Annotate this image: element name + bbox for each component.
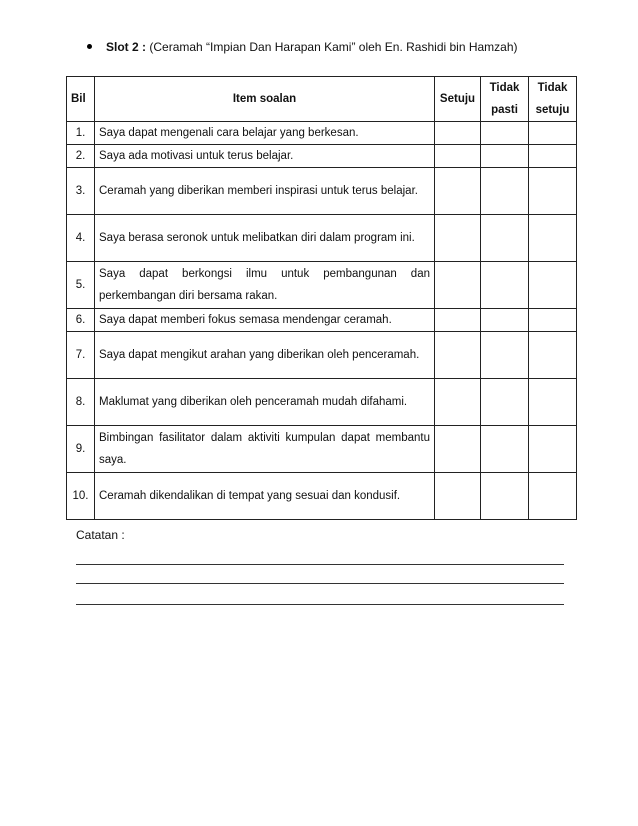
answer-cell-tidak-setuju[interactable]: [529, 262, 577, 309]
row-question: Saya ada motivasi untuk terus belajar.: [95, 145, 435, 168]
slot-description: (Ceramah “Impian Dan Harapan Kami” oleh En. Rashidi bin Hamzah): [149, 40, 518, 54]
header-bil: Bil: [67, 77, 95, 122]
survey-table: [66, 76, 577, 520]
row-number: 9.: [67, 426, 95, 473]
row-question: Ceramah dikendalikan di tempat yang sesuai dan kondusif.: [95, 473, 435, 520]
table-header-row: [67, 77, 577, 122]
row-number: 7.: [67, 332, 95, 379]
row-question: Maklumat yang diberikan oleh penceramah mudah difahami.: [95, 379, 435, 426]
answer-cell-tidak-pasti[interactable]: [481, 332, 529, 379]
table-row: [67, 379, 577, 426]
header-item-soalan: Item soalan: [95, 77, 435, 122]
slot-label: Slot 2 :: [106, 40, 147, 54]
header-tidak-pasti-line2: pasti: [491, 104, 518, 116]
answer-cell-setuju[interactable]: [435, 473, 481, 520]
answer-cell-tidak-pasti[interactable]: [481, 145, 529, 168]
notes-line[interactable]: [76, 604, 564, 605]
row-question: Bimbingan fasilitator dalam aktiviti kumpulan dapat membantu saya.: [95, 426, 435, 473]
table-row: [67, 426, 577, 473]
answer-cell-setuju[interactable]: [435, 426, 481, 473]
answer-cell-tidak-setuju[interactable]: [529, 168, 577, 215]
answer-cell-setuju[interactable]: [435, 332, 481, 379]
header-tidak-setuju-line2: setuju: [535, 104, 570, 116]
answer-cell-setuju[interactable]: [435, 168, 481, 215]
answer-cell-tidak-setuju[interactable]: [529, 426, 577, 473]
header-tidak-setuju-line1: Tidak: [537, 82, 568, 94]
row-number: 4.: [67, 215, 95, 262]
answer-cell-setuju[interactable]: [435, 379, 481, 426]
table-row: [67, 215, 577, 262]
row-number: 1.: [67, 122, 95, 145]
answer-cell-setuju[interactable]: [435, 122, 481, 145]
table-row: [67, 309, 577, 332]
answer-cell-tidak-pasti[interactable]: [481, 168, 529, 215]
table-row: [67, 262, 577, 309]
answer-cell-tidak-pasti[interactable]: [481, 379, 529, 426]
answer-cell-tidak-setuju[interactable]: [529, 215, 577, 262]
row-number: 5.: [67, 262, 95, 309]
table-row: [67, 332, 577, 379]
answer-cell-tidak-setuju[interactable]: [529, 145, 577, 168]
section-heading: [87, 40, 518, 54]
answer-cell-setuju[interactable]: [435, 262, 481, 309]
row-question: Saya berasa seronok untuk melibatkan diri dalam program ini.: [95, 215, 435, 262]
answer-cell-tidak-pasti[interactable]: [481, 122, 529, 145]
answer-cell-setuju[interactable]: [435, 215, 481, 262]
table-row: [67, 168, 577, 215]
row-number: 10.: [67, 473, 95, 520]
answer-cell-tidak-pasti[interactable]: [481, 309, 529, 332]
answer-cell-setuju[interactable]: [435, 145, 481, 168]
notes-label: Catatan :: [76, 528, 125, 542]
row-question: Saya dapat memberi fokus semasa mendengar ceramah.: [95, 309, 435, 332]
notes-line[interactable]: [76, 564, 564, 565]
header-tidak-pasti-line1: Tidak: [489, 82, 520, 94]
table-row: [67, 145, 577, 168]
header-tidak-pasti: [481, 77, 529, 122]
row-number: 2.: [67, 145, 95, 168]
row-number: 6.: [67, 309, 95, 332]
answer-cell-tidak-pasti[interactable]: [481, 473, 529, 520]
answer-cell-setuju[interactable]: [435, 309, 481, 332]
row-question: Saya dapat berkongsi ilmu untuk pembangunan dan perkembangan diri bersama rakan.: [95, 262, 435, 309]
table-row: [67, 473, 577, 520]
row-number: 3.: [67, 168, 95, 215]
answer-cell-tidak-pasti[interactable]: [481, 215, 529, 262]
answer-cell-tidak-setuju[interactable]: [529, 309, 577, 332]
table-row: [67, 122, 577, 145]
header-tidak-setuju: [529, 77, 577, 122]
answer-cell-tidak-pasti[interactable]: [481, 426, 529, 473]
notes-line[interactable]: [76, 583, 564, 584]
answer-cell-tidak-setuju[interactable]: [529, 379, 577, 426]
row-question: Saya dapat mengenali cara belajar yang berkesan.: [95, 122, 435, 145]
bullet-icon: [87, 44, 92, 49]
header-setuju: Setuju: [435, 77, 481, 122]
row-number: 8.: [67, 379, 95, 426]
answer-cell-tidak-setuju[interactable]: [529, 332, 577, 379]
answer-cell-tidak-pasti[interactable]: [481, 262, 529, 309]
row-question: Ceramah yang diberikan memberi inspirasi untuk terus belajar.: [95, 168, 435, 215]
answer-cell-tidak-setuju[interactable]: [529, 473, 577, 520]
row-question: Saya dapat mengikut arahan yang diberikan oleh penceramah.: [95, 332, 435, 379]
answer-cell-tidak-setuju[interactable]: [529, 122, 577, 145]
